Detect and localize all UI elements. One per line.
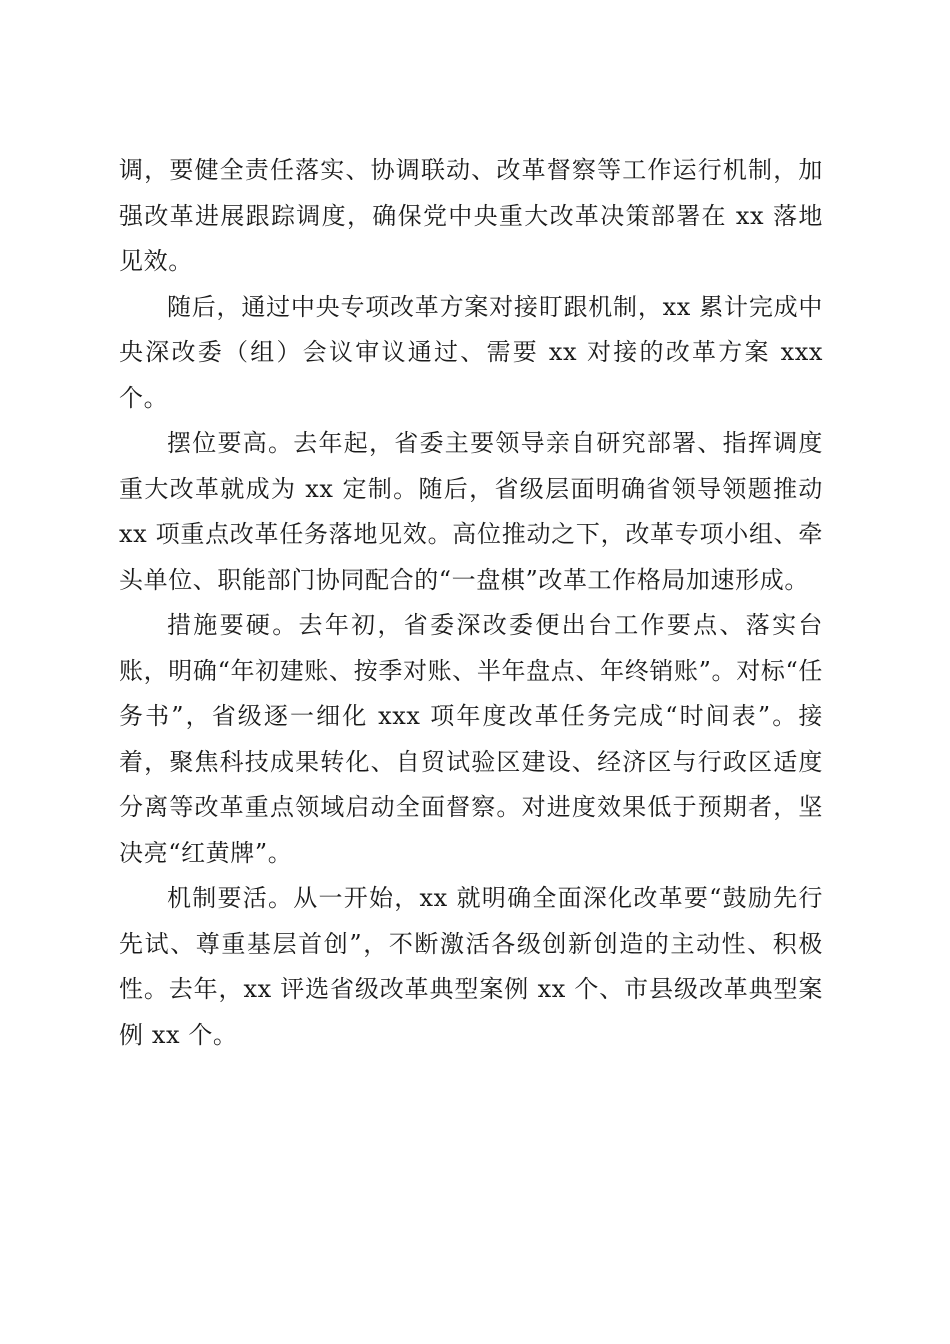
document-body	[119, 148, 823, 1058]
paragraph-central-reform-docking: 随后，通过中央专项改革方案对接盯跟机制，xx 累计完成中央深改委（组）会议审议通过、需要 xx 对接的改革方案 xxx 个。	[119, 292, 823, 412]
paragraph-continuation: 调，要健全责任落实、协调联动、改革督察等工作运行机制，加强改革进展跟踪调度，确保党中央重大改革决策部署在 xx 落地见效。	[119, 156, 823, 275]
paragraph-high-positioning: 摆位要高。去年起，省委主要领导亲自研究部署、指挥调度重大改革就成为 xx 定制。随后，省级层面明确省领导领题推动 xx 项重点改革任务落地见效。高位推动之下，改革专项小组、牵头单位、职能部门协同配合的“一盘棋”改革工作格局加速形成。	[119, 429, 823, 594]
paragraph-flexible-mechanism: 机制要活。从一开始，xx 就明确全面深化改革要“鼓励先行先试、尊重基层首创”，不断激活各级创新创造的主动性、积极性。去年，xx 评选省级改革典型案例 xx 个、市县级改革典型案例 xx 个。	[119, 884, 823, 1049]
paragraph-firm-measures: 措施要硬。去年初，省委深改委便出台工作要点、落实台账，明确“年初建账、按季对账、半年盘点、年终销账”。对标“任务书”，省级逐一细化 xxx 项年度改革任务完成“时间表”。接着，聚焦科技成果转化、自贸试验区建设、经济区与行政区适度分离等改革重点领域启动全面督察。对进度效果低于预期者，坚决亮“红黄牌”。	[119, 611, 823, 867]
